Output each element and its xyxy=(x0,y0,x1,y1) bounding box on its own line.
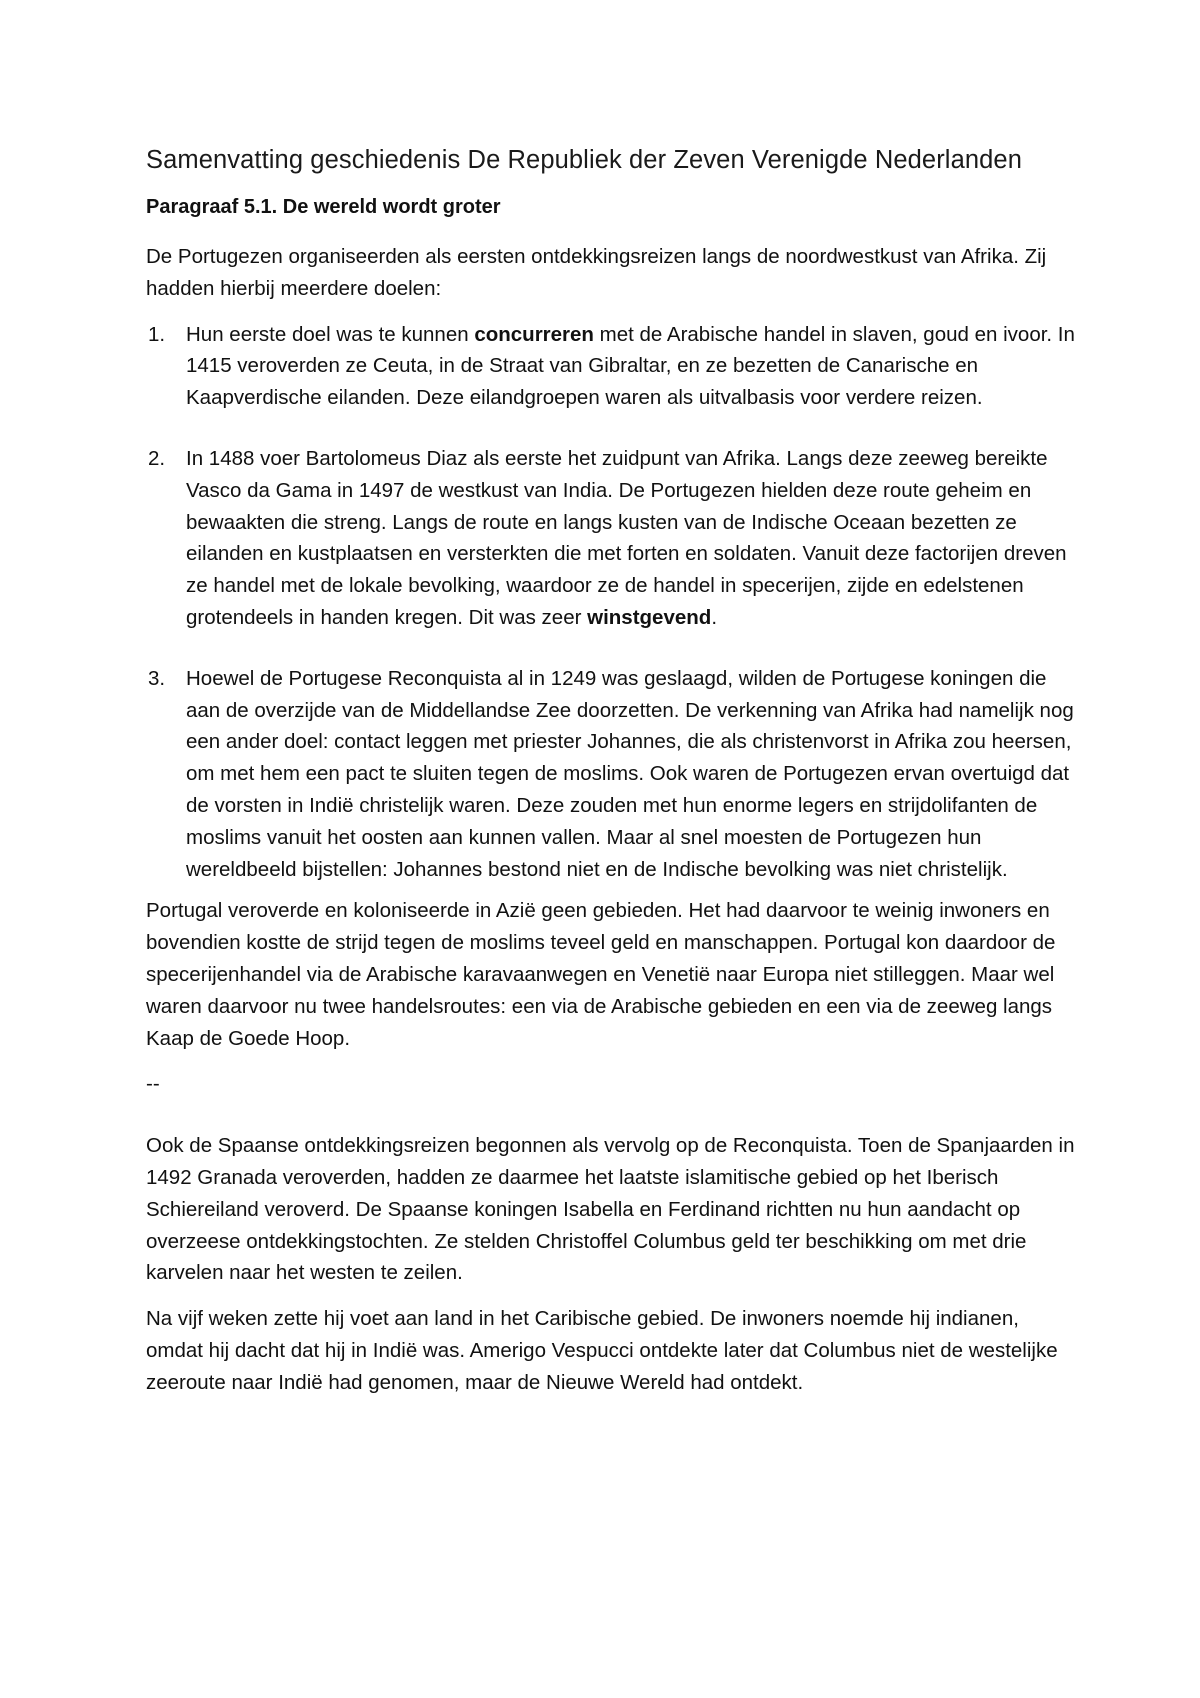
list-item-text: met de Arabische handel in slaven, goud en ivoor. In 1415 veroverden ze Ceuta, in de Straat van Gibraltar, en ze bezetten de Canarische en Kaapverdische eilanden. Deze eilandgroepen waren als uitvalbasis voor verdere reizen. xyxy=(186,322,1075,410)
list-item-text: . xyxy=(711,605,718,629)
goals-list xyxy=(146,319,1076,886)
list-item-text: In 1488 voer Bartolomeus Diaz als eerste het zuidpunt van Afrika. Langs deze zeeweg bereikte Vasco da Gama in 1497 de westkust van India. De Portugezen hielden deze route geheim en bewaakten die streng. Langs de route en langs kusten van de Indische Oceaan bezetten ze eilanden en kustplaatsen en versterkten die met forten en soldaten. Vanuit deze factorijen dreven ze handel met de lokale bevolking, waardoor ze de handel in specerijen, zijde en edelstenen grotendeels in handen kregen. Dit was zeer xyxy=(186,446,1067,629)
section-heading: Paragraaf 5.1. De wereld wordt groter xyxy=(146,196,501,218)
bold-term: concurreren xyxy=(474,322,594,346)
bold-term: winstgevend xyxy=(587,605,712,629)
columbus-paragraph: Na vijf weken zette hij voet aan land in het Caribische gebied. De inwoners noemde hij indianen, omdat hij dacht dat hij in Indië was. Amerigo Vespucci ontdekte later dat Columbus niet de westelijke zeeroute naar Indië had genomen, maar de Nieuwe Wereld had ontdekt. xyxy=(146,1307,1058,1394)
document-body xyxy=(146,143,1076,1413)
spain-paragraph: Ook de Spaanse ontdekkingsreizen begonnen als vervolg op de Reconquista. Toen de Spanjaarden in 1492 Granada veroverden, hadden ze daarmee het laatste islamitische gebied op het Iberisch Schiereiland veroverd. De Spaanse koningen Isabella en Ferdinand richtten nu hun aandacht op overzeese ontdekkingstochten. Ze stelden Christoffel Columbus geld ter beschikking om met drie karvelen naar het westen te zeilen. xyxy=(146,1134,1075,1285)
list-item xyxy=(146,663,1076,886)
list-item xyxy=(146,319,1076,414)
list-item-text: Hun eerste doel was te kunnen xyxy=(186,322,475,346)
list-item xyxy=(146,443,1076,634)
separator-text: -- xyxy=(146,1072,160,1096)
list-item-text: Hoewel de Portugese Reconquista al in 1249 was geslaagd, wilden de Portugese koningen die aan de overzijde van de Middellandse Zee doorzetten. De verkenning van Afrika had namelijk nog een ander doel: contact leggen met priester Johannes, die als christenvorst in Afrika zou heersen, om met hem een pact te sluiten tegen de moslims. Ook waren de Portugezen ervan overtuigd dat de vorsten in Indië christelijk waren. Deze zouden met hun enorme legers en strijdolifanten de moslims vanuit het oosten aan kunnen vallen. Maar al snel moesten de Portugezen hun wereldbeeld bijstellen: Johannes bestond niet en de Indische bevolking was niet christelijk. xyxy=(186,666,1074,881)
document-title: Samenvatting geschiedenis De Republiek der Zeven Verenigde Nederlanden xyxy=(146,146,1022,174)
list-number: 2. xyxy=(148,446,166,470)
portugal-paragraph: Portugal veroverde en koloniseerde in Azië geen gebieden. Het had daarvoor te weinig inwoners en bovendien kostte de strijd tegen de moslims teveel geld en manschappen. Portugal kon daardoor de specerijenhandel via de Arabische karavaanwegen en Venetië naar Europa niet stilleggen. Maar wel waren daarvoor nu twee handelsroutes: een via de Arabische gebieden en een via de zeeweg langs Kaap de Goede Hoop. xyxy=(146,899,1056,1050)
intro-paragraph: De Portugezen organiseerden als eersten ontdekkingsreizen langs de noordwestkust van Afrika. Zij hadden hierbij meerdere doelen: xyxy=(146,245,1047,300)
list-number: 3. xyxy=(148,666,166,690)
list-number: 1. xyxy=(148,322,166,346)
